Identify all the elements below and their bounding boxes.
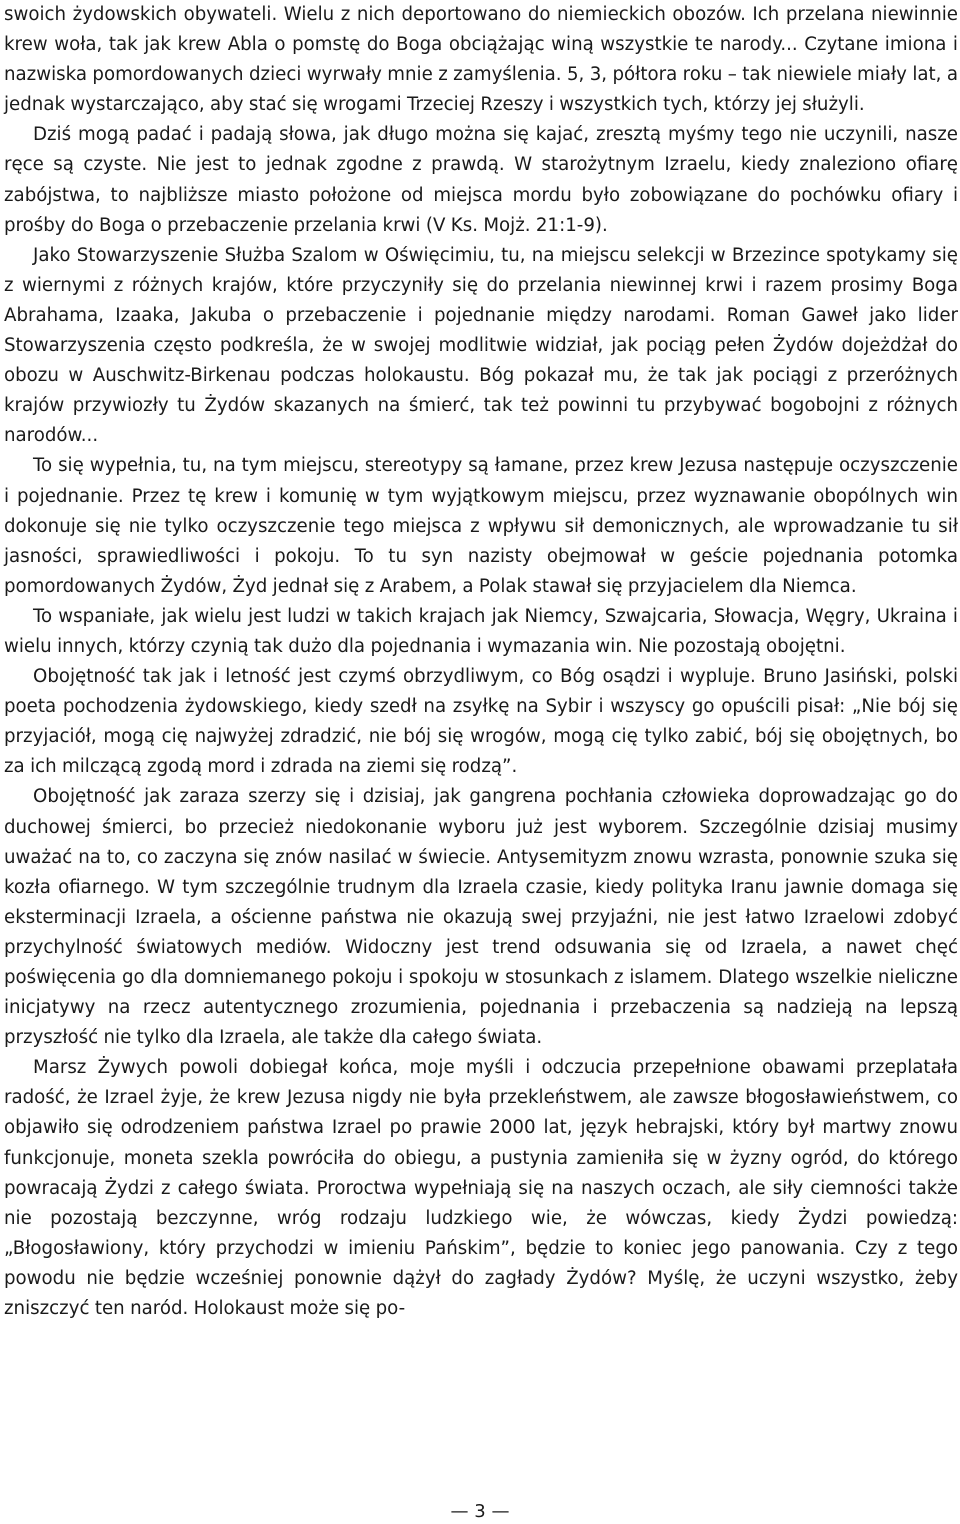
paragraph: Marsz Żywych powoli dobiegał końca, moje myśli i odczucia przepełnione obawami przeplatała radość, że Izrael żyje, że krew Jezusa nigdy nie była przekleństwem, ale zawsze błogosławieństwem, co objawiło się odrodzeniem państwa Izrael po prawie 2000 lat, język hebrajski, który był martwy znowu funkcjonuje, moneta szekla powróciła do obiegu, a pustynia zamieniła się w żyzny ogród, do którego powracają Żydzi z całego świata. Proroctwa wypełniają się na naszych oczach, ale siły ciemności także nie pozostają bezczynne, wróg rodzaju ludzkiego wie, że wówczas, kiedy Żydzi powiedzą: „Błogosławiony, który przychodzi w imieniu Pańskim”, będzie to koniec jego panowania. Czy z tego powodu nie będzie wcześniej ponownie dążył do zagłady Żydów? Myślę, że uczyni wszystko, żeby zniszczyć ten naród. Holokaust może się po- [4, 1057, 958, 1320]
paragraph: swoich żydowskich obywateli. Wielu z nich deportowano do niemieckich obozów. Ich przelana niewinnie krew woła, tak jak krew Abla o pomstę do Boga obciążając winą wszystkie te narody... Czytane imiona i nazwiska pomordowanych dzieci wyrwały mnie z zamyślenia. 5, 3, półtora roku – tak niewiele miały lat, a jednak wystarczająco, aby stać się wrogami Trzeciej Rzeszy i wszystkich tych, którzy jej służyli. [4, 4, 958, 116]
paragraph: Dziś mogą padać i padają słowa, jak długo można się kajać, zresztą myśmy tego nie uczynili, nasze ręce są czyste. Nie jest to jednak zgodne z prawdą. W starożytnym Izraelu, kiedy znaleziono ofiarę zabójstwa, to najbliższe miasto położone od miejsca mordu było zobowiązane do pochówku ofiary i prośby do Boga o przebaczenie przelania krwi (V Ks. Mojż. 21:1-9). [4, 124, 958, 236]
paragraph: Obojętność tak jak i letność jest czymś obrzydliwym, co Bóg osądzi i wypluje. Bruno Jasiński, polski poeta pochodzenia żydowskiego, kiedy szedł na zsyłkę na Sybir i wszyscy go opuścili pisał: „Nie bój się przyjaciół, mogą cię najwyżej zdradzić, nie bój się wrogów, mogą cię tylko zabić, bój się obojętnych, bo za ich milczącą zgodą mord i zdrada na ziemi się rodzą”. [4, 666, 958, 778]
paragraph: To się wypełnia, tu, na tym miejscu, stereotypy są łamane, przez krew Jezusa następuje oczyszczenie i pojednanie. Przez tę krew i komunię w tym wyjątkowym miejscu, przez wyznawanie obopólnych win dokonuje się nie tylko oczyszczenie tego miejsca z wpływu sił demonicznych, ale wprowadzanie tu sił jasności, sprawiedliwości i pokoju. To tu syn nazisty obejmował w geście pojednania potomka pomordowanych Żydów, Żyd jednał się z Arabem, a Polak stawał się przyjacielem dla Niemca. [4, 455, 958, 597]
document-page [4, 0, 958, 1324]
paragraph: To wspaniałe, jak wielu jest ludzi w takich krajach jak Niemcy, Szwajcaria, Słowacja, Węgry, Ukraina i wielu innych, którzy czynią tak dużo dla pojednania i wymazania win. Nie pozostają obojętni. [4, 605, 958, 657]
paragraph: Jako Stowarzyszenie Służba Szalom w Oświęcimiu, tu, na miejscu selekcji w Brzezince spotykamy się z wiernymi z różnych krajów, które przyczyniły się do przelania niewinnej krwi i razem prosimy Boga Abrahama, Izaaka, Jakuba o przebaczenie i pojednanie między narodami. Roman Gaweł jako lider Stowarzyszenia często podkreśla, że w swojej modlitwie widział, jak pociąg pełen Żydów dojeżdżał do obozu w Auschwitz-Birkenau podczas holokaustu. Bóg pokazał mu, że tak jak pociągi z przeróżnych krajów przywiozły tu Żydów skazanych na śmierć, tak też powinni tu przybywać bogobojni z różnych narodów... [4, 244, 958, 447]
paragraph: Obojętność jak zaraza szerzy się i dzisiaj, jak gangrena pochłania człowieka doprowadzając go do duchowej śmierci, bo przecież niedokonanie wyboru już jest wyborem. Szczególnie dzisiaj musimy uważać na to, co zaczyna się znów nasilać w świecie. Antysemityzm znowu wzrasta, ponownie szuka się kozła ofiarnego. W tym szczególnie trudnym dla Izraela czasie, kiedy polityka Iranu jawnie domaga się eksterminacji Izraela, a ościenne państwa nie okazują swej przyjaźni, nie jest łatwo Izraelowi zdobyć przychylność światowych mediów. Widoczny jest trend odsuwania się od Izraela, a nawet chęć poświęcenia go dla domniemanego pokoju i spokoju w stosunkach z islamem. Dlatego wszelkie nieliczne inicjatywy na rzecz autentycznego zrozumienia, pojednania i przebaczenia są nadzieją na lepszą przyszłość nie tylko dla Izraela, ale także dla całego świata. [4, 786, 958, 1049]
page-number: — 3 — [450, 1501, 510, 1522]
